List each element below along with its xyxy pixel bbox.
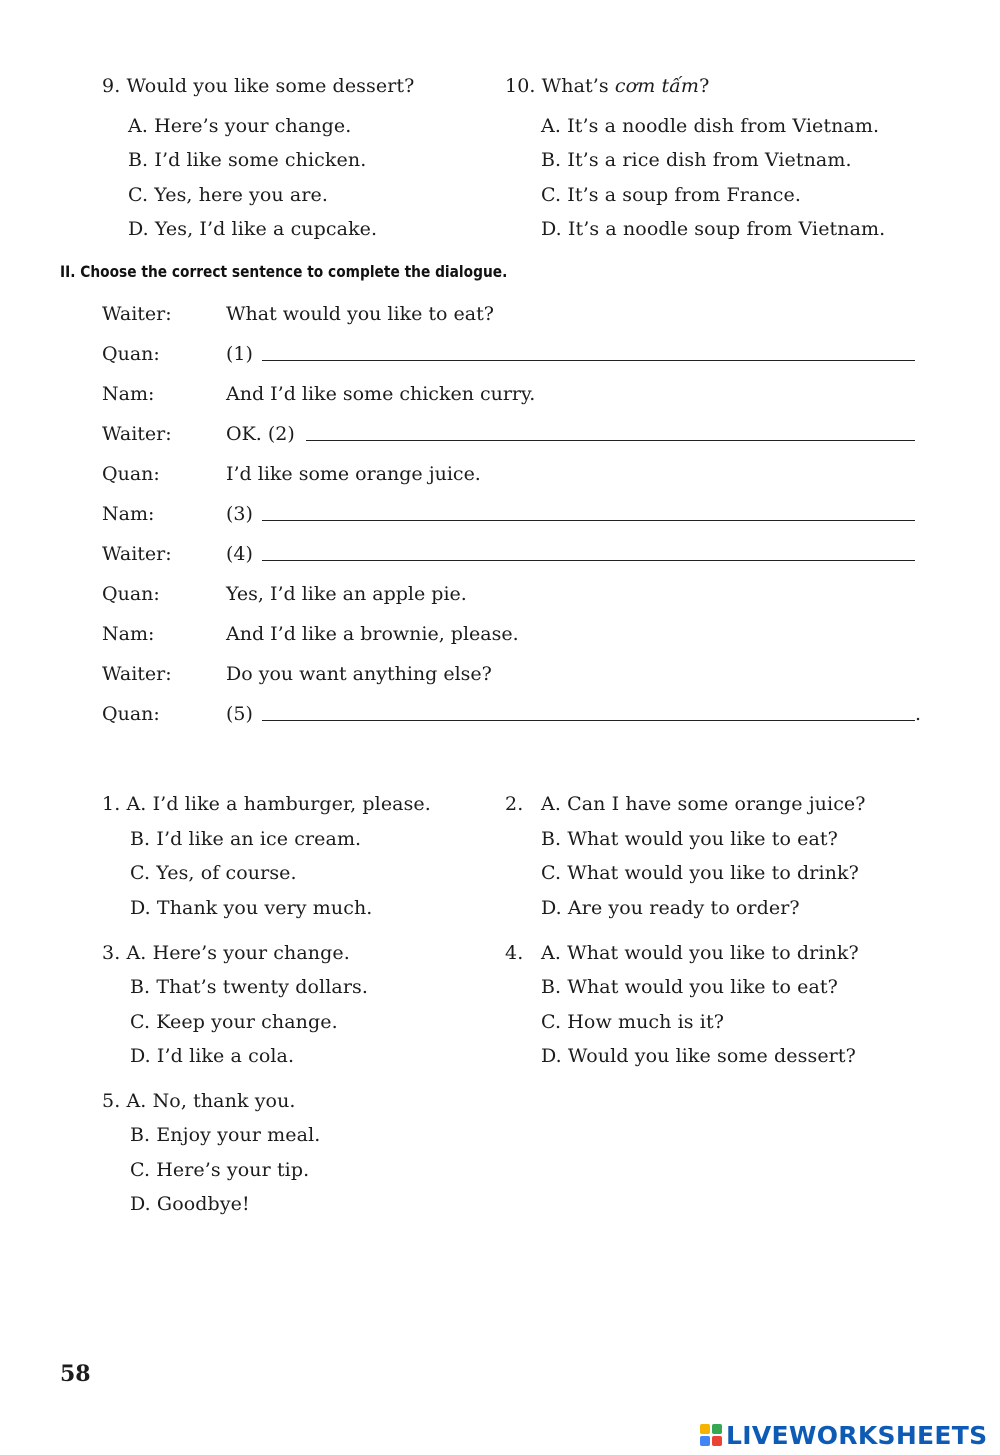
q9-option-b[interactable]: B. I’d like some chicken. bbox=[128, 149, 367, 171]
logo-grid-icon bbox=[700, 1424, 722, 1446]
a2-option-d[interactable]: D. Are you ready to order? bbox=[541, 897, 800, 919]
a3-option-d[interactable]: D. I’d like a cola. bbox=[130, 1045, 295, 1067]
dialogue-speaker: Waiter: bbox=[102, 423, 172, 445]
a5-option-b[interactable]: B. Enjoy your meal. bbox=[130, 1124, 321, 1146]
a2-option-b[interactable]: B. What would you like to eat? bbox=[541, 828, 838, 850]
answer-blank-3[interactable] bbox=[262, 520, 915, 521]
section-heading: II. Choose the correct sentence to complete the dialogue. bbox=[60, 262, 508, 281]
dialogue-speaker: Nam: bbox=[102, 623, 155, 645]
a4-option-d[interactable]: D. Would you like some dessert? bbox=[541, 1045, 856, 1067]
dialogue-speaker: Nam: bbox=[102, 383, 155, 405]
dialogue-line: Yes, I’d like an apple pie. bbox=[226, 583, 467, 605]
a5-option-d[interactable]: D. Goodbye! bbox=[130, 1193, 250, 1215]
q10-option-d[interactable]: D. It’s a noodle soup from Vietnam. bbox=[541, 218, 886, 240]
dialogue-line: And I’d like some chicken curry. bbox=[226, 383, 536, 405]
blank-label-2: OK. (2) bbox=[226, 423, 295, 445]
q10-option-b[interactable]: B. It’s a rice dish from Vietnam. bbox=[541, 149, 852, 171]
q10-option-a[interactable]: A. It’s a noodle dish from Vietnam. bbox=[541, 115, 880, 137]
dialogue-line: What would you like to eat? bbox=[226, 303, 494, 325]
a1-option-b[interactable]: B. I’d like an ice cream. bbox=[130, 828, 362, 850]
dialogue-speaker: Waiter: bbox=[102, 303, 172, 325]
q10-option-c[interactable]: C. It’s a soup from France. bbox=[541, 184, 801, 206]
dialogue-line: I’d like some orange juice. bbox=[226, 463, 481, 485]
q10-suffix: ? bbox=[699, 75, 710, 97]
dialogue-speaker: Waiter: bbox=[102, 543, 172, 565]
a4-option-a[interactable]: A. What would you like to drink? bbox=[541, 942, 859, 964]
blank-label-3: (3) bbox=[226, 503, 253, 525]
a2-number: 2. bbox=[505, 793, 524, 815]
a3-option-c[interactable]: C. Keep your change. bbox=[130, 1011, 338, 1033]
a1-option-d[interactable]: D. Thank you very much. bbox=[130, 897, 373, 919]
a3-option-b[interactable]: B. That’s twenty dollars. bbox=[130, 976, 368, 998]
a5-option-c[interactable]: C. Here’s your tip. bbox=[130, 1159, 310, 1181]
a2-option-c[interactable]: C. What would you like to drink? bbox=[541, 862, 859, 884]
a4-number: 4. bbox=[505, 942, 524, 964]
dialogue-speaker: Quan: bbox=[102, 463, 160, 485]
logo-text: LIVEWORKSHEETS bbox=[726, 1420, 988, 1450]
blank-label-4: (4) bbox=[226, 543, 253, 565]
q9-option-c[interactable]: C. Yes, here you are. bbox=[128, 184, 328, 206]
page-number: 58 bbox=[60, 1361, 91, 1387]
end-period: . bbox=[915, 703, 922, 725]
q9-option-d[interactable]: D. Yes, I’d like a cupcake. bbox=[128, 218, 378, 240]
liveworksheets-logo bbox=[700, 1420, 987, 1450]
dialogue-speaker: Quan: bbox=[102, 583, 160, 605]
a5-option-a[interactable]: 5. A. No, thank you. bbox=[102, 1090, 296, 1112]
a4-option-c[interactable]: C. How much is it? bbox=[541, 1011, 724, 1033]
a3-option-a[interactable]: 3. A. Here’s your change. bbox=[102, 942, 350, 964]
blank-label-1: (1) bbox=[226, 343, 253, 365]
dialogue-line: And I’d like a brownie, please. bbox=[226, 623, 519, 645]
a1-option-c[interactable]: C. Yes, of course. bbox=[130, 862, 297, 884]
dialogue-speaker: Waiter: bbox=[102, 663, 172, 685]
dialogue-speaker: Quan: bbox=[102, 343, 160, 365]
answer-blank-2[interactable] bbox=[306, 440, 915, 441]
dialogue-speaker: Nam: bbox=[102, 503, 155, 525]
question-10 bbox=[505, 74, 709, 98]
a1-option-a[interactable]: 1. A. I’d like a hamburger, please. bbox=[102, 793, 431, 815]
answer-blank-1[interactable] bbox=[262, 360, 915, 361]
answer-blank-5[interactable] bbox=[262, 720, 915, 721]
q9-option-a[interactable]: A. Here’s your change. bbox=[128, 115, 352, 137]
a2-option-a[interactable]: A. Can I have some orange juice? bbox=[541, 793, 866, 815]
question-9: 9. Would you like some dessert? bbox=[102, 75, 415, 97]
dialogue-line: Do you want anything else? bbox=[226, 663, 492, 685]
q10-italic-term: cơm tấm bbox=[614, 75, 700, 97]
q10-prefix: 10. What’s bbox=[505, 75, 615, 97]
answer-blank-4[interactable] bbox=[262, 560, 915, 561]
a4-option-b[interactable]: B. What would you like to eat? bbox=[541, 976, 838, 998]
dialogue-speaker: Quan: bbox=[102, 703, 160, 725]
blank-label-5: (5) bbox=[226, 703, 253, 725]
